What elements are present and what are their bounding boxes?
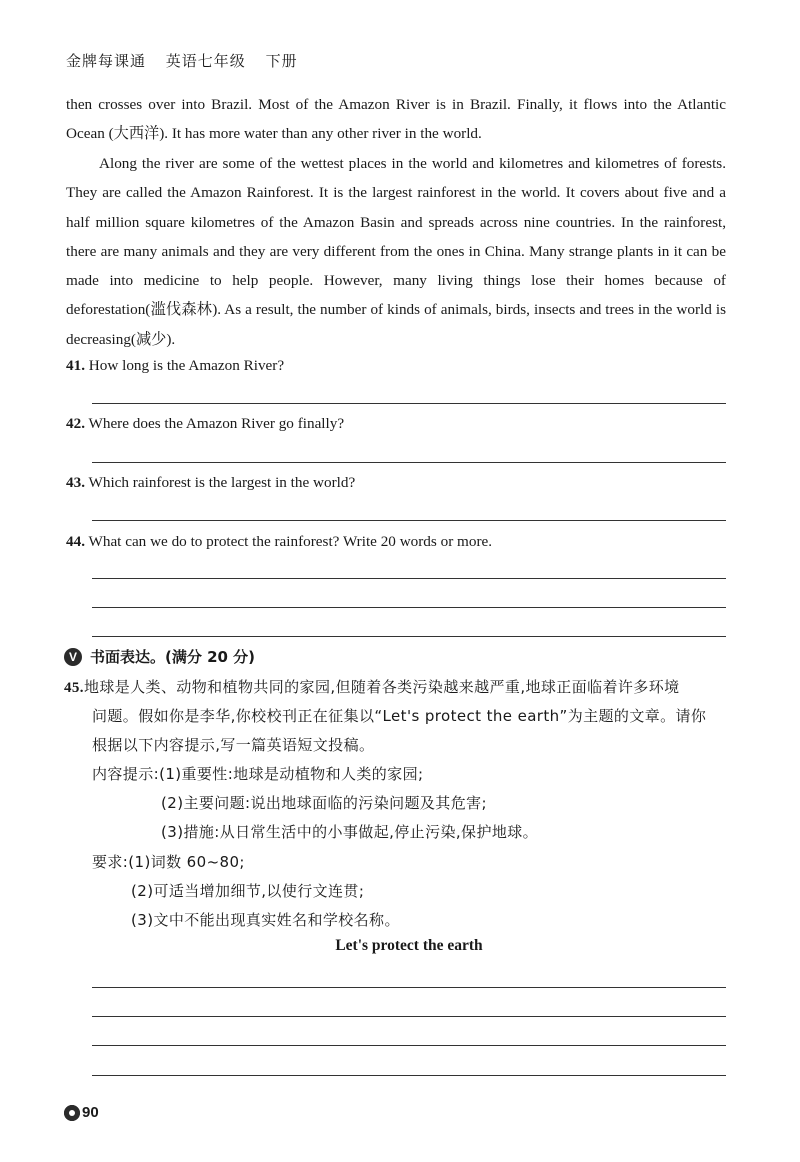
answer-line[interactable] [92,520,726,521]
hint-row-3: (3)措施:从日常生活中的小事做起,停止污染,保护地球。 [161,823,539,841]
question-41 [66,354,726,378]
answer-line[interactable] [92,578,726,579]
writing-line[interactable] [92,1016,726,1017]
hint-item: (1)重要性:地球是动植物和人类的家园; [159,765,424,783]
passage-paragraph-1: then crosses over into Brazil. Most of the Amazon River is in Brazil. Finally, it flows into the Atlantic Ocean (大西洋). It has more water than any other river in the world. [66,96,726,143]
requirement-row-2: (2)可适当增加细节,以使行文连贯; [131,882,365,900]
writing-line[interactable] [92,987,726,988]
page-number: 90 [82,1104,99,1121]
answer-line[interactable] [92,403,726,404]
gear-icon [64,1105,80,1121]
writing-line[interactable] [92,1075,726,1076]
question-number: 42. [66,415,85,432]
question-number: 45. [64,680,84,696]
question-text: Which rainforest is the largest in the world? [88,474,356,491]
question-number: 43. [66,474,85,491]
section-heading [64,646,255,667]
question-text: What can we do to protect the rainforest? Write 20 words or more. [88,533,493,550]
passage-paragraph-2: Along the river are some of the wettest places in the world and kilometres and kilometres of forests. They are called the Amazon Rainforest. It is the largest rainforest in the world. It covers about five and a half million square kilometres of the Amazon Basin and spreads across nine countries. In the rainforest, there are many animals and they are very different from the ones in China. Many strange plants in it can be made into medicine to help people. However, many living things lose their homes because of deforestation(滥伐森林). As a result, the number of kinds of animals, birds, insects and trees in the world is decreasing(减少). [66,155,726,348]
subject-grade: 英语七年级 [165,52,246,70]
question-44 [66,530,726,554]
section-title: 书面表达。(满分 20 分) [90,648,256,666]
requirement-item: (1)词数 60~80; [128,853,245,871]
question-42 [66,412,726,436]
writing-line[interactable] [92,1045,726,1046]
question-number: 41. [66,357,85,374]
question-43 [66,471,726,495]
answer-line[interactable] [92,607,726,608]
hint-label: 内容提示: [92,765,160,783]
section-badge: V [64,648,82,666]
volume-label: 下册 [265,52,298,70]
requirement-row-3: (3)文中不能出现真实姓名和学校名称。 [131,911,400,929]
requirement-row-1 [92,850,245,874]
page-footer [64,1104,99,1121]
question-text: Where does the Amazon River go finally? [88,415,345,432]
essay-title: Let's protect the earth [335,937,483,954]
prompt-text: 地球是人类、动物和植物共同的家园,但随着各类污染越来越严重,地球正面临着许多环境 [83,678,680,696]
question-45-line-1 [64,675,680,700]
question-45-line-2: 问题。假如你是李华,你校校刊正在征集以“Let's protect the earth”为主题的文章。请你 [92,707,707,725]
book-title: 金牌每课通 [66,52,147,70]
answer-line[interactable] [92,462,726,463]
question-text: How long is the Amazon River? [88,357,285,374]
hint-row-1 [92,762,423,786]
requirement-label: 要求: [92,853,129,871]
question-number: 44. [66,533,85,550]
page-header [66,50,312,71]
answer-line[interactable] [92,636,726,637]
hint-row-2: (2)主要问题:说出地球面临的污染问题及其危害; [161,794,487,812]
question-45-line-3: 根据以下内容提示,写一篇英语短文投稿。 [92,736,375,754]
